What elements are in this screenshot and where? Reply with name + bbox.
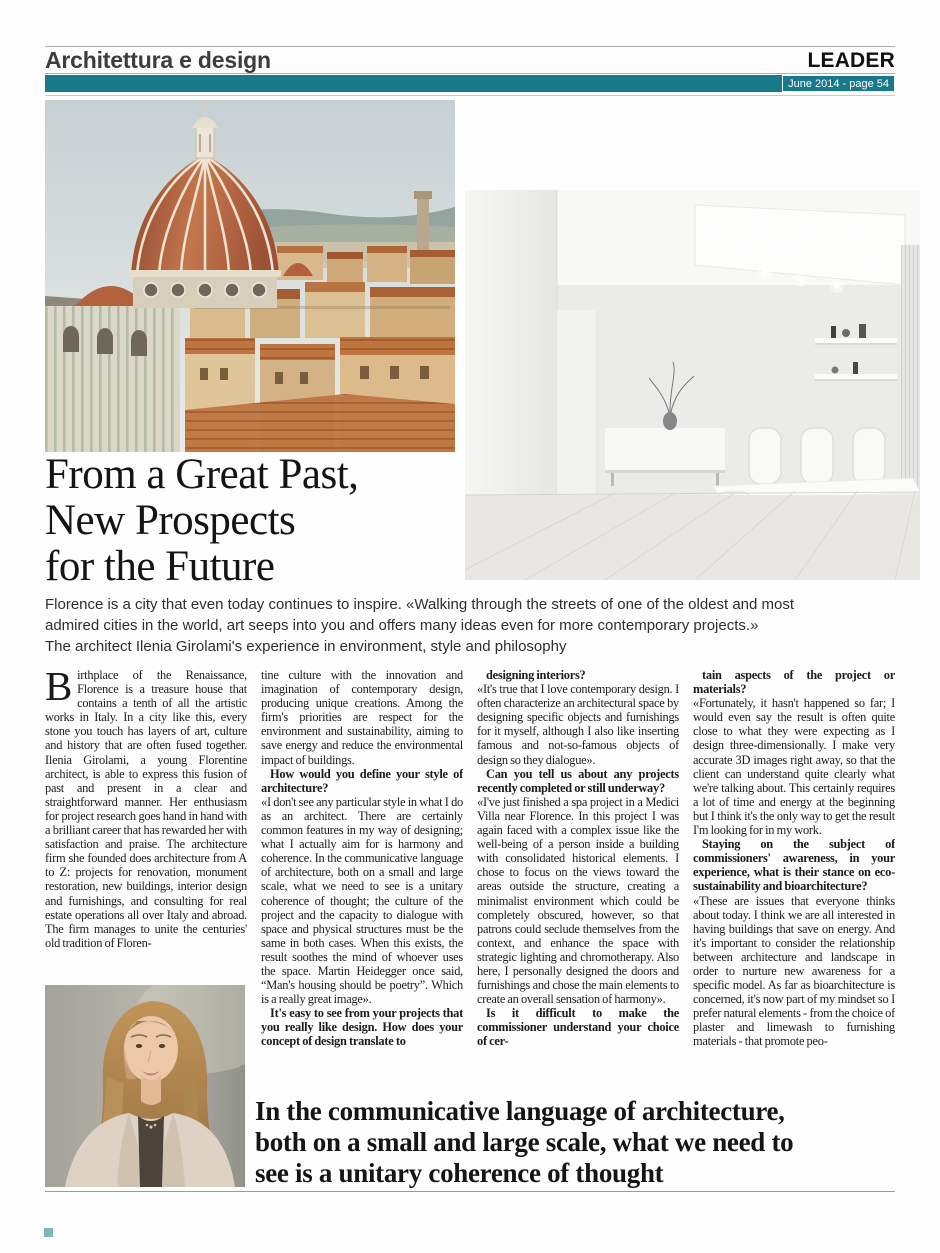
pull-quote-line-3: see is a unitary coherence of thought xyxy=(255,1158,664,1188)
body-column-1 xyxy=(45,668,247,974)
lead-paragraph xyxy=(45,668,247,950)
footer-rule xyxy=(45,1191,895,1192)
issue-bar xyxy=(45,75,895,92)
interior-design-photo xyxy=(465,190,920,580)
portrait-illustration xyxy=(45,985,245,1187)
paragraph: «Fortunately, it hasn't happened so far; I would even say the result is often quite close to what they were expecting as I design three-dimensionally. I make very accurate 3D images right away, so that the client can understand quite clearly what we're talking about. This certainly requires a lot of time and energy at the beginning but I think it's the only way to get the result I'm looking for in my work. xyxy=(693,696,895,838)
standfirst-line-3: The architect Ilenia Girolami's experience in environment, style and philosophy xyxy=(45,638,567,655)
architect-portrait-photo xyxy=(45,985,245,1187)
body-column-2 xyxy=(261,668,463,1092)
interview-question: How would you define your style of architecture? xyxy=(261,766,463,795)
interview-question: tain aspects of the project or materials? xyxy=(693,668,895,697)
lead-text: irthplace of the Renaissance, Florence is a treasure house that contains a tenth of all the artistic works in Italy. In a city like this, every stone you touch has layers of art, culture and history that are often fused together. Ilenia Girolami, a young Florentine architect, is able to express this fusion of past and present in a clear and straightforward manner. Her enthusiasm for project research goes hand in hand with a brilliant career that has rewarded her with satisfaction and praise. The architecture firm she founded does architecture from A to Z: projects for renovation, monument restoration, new buildings, interior design and furnishings, and consulting for real estate operations all over Italy and abroad. The firm manages to unite the centuries' old tradition of Floren- xyxy=(45,668,247,950)
headline-line-3: for the Future xyxy=(45,543,275,590)
footer-teal-mark xyxy=(44,1228,53,1237)
standfirst xyxy=(45,594,895,657)
issue-date-page: June 2014 - page 54 xyxy=(782,75,895,92)
paragraph: tine culture with the innovation and imagination of contemporary design, producing unique creations. Among the firm's priorities are respect for the environment and sustainability, aiming to save energy and reduce the environmental impact of buildings. xyxy=(261,668,463,767)
masthead-logo: LEADER xyxy=(807,49,895,72)
pull-quote-line-2: both on a small and large scale, what we need to xyxy=(255,1127,794,1157)
drop-cap: B xyxy=(45,668,73,709)
section-title: Architettura e design xyxy=(45,47,271,73)
body-column-3 xyxy=(477,668,679,1092)
interview-question: It's easy to see from your projects that you really like design. How does your concept of design translate to xyxy=(261,1006,463,1049)
paragraph: «I don't see any particular style in what I do as an architect. There are certainly common features in my way of designing; what I actually aim for is harmony and coherence. In the communicative language of architecture, both on a small and large scale, what we need to see is a unitary coherence of thought; the culture of the project and the capacity to dialogue with space and physical structures must be the same in both cases. When this exists, the result soothes the mind of whoever uses the space. Martin Heidegger once said, “Man's housing should be poetry”. Which is a really great image». xyxy=(261,794,463,1007)
pull-quote-line-1: In the communicative language of architecture, xyxy=(255,1096,785,1126)
header-bottom-rule xyxy=(45,95,895,96)
florence-duomo-photo xyxy=(45,100,455,452)
paragraph: «It's true that I love contemporary design. I often characterize an architectural space by designing specific objects and furnishings for it myself, although I also like inserting famous and not-so-famous objects of design so they dialogue». xyxy=(477,682,679,767)
interview-question: designing interiors? xyxy=(486,668,586,682)
interview-question: Can you tell us about any projects recently completed or still underway? xyxy=(477,766,679,795)
headline-line-1: From a Great Past, xyxy=(45,451,359,498)
header-mid-rule xyxy=(45,73,895,74)
interior-illustration xyxy=(465,190,920,580)
body-column-4 xyxy=(693,668,895,1092)
florence-duomo-illustration xyxy=(45,100,455,452)
standfirst-line-2: admired cities in the world, art seeps into you and offers many ideas even for more contemporary projects.» xyxy=(45,617,759,634)
article-headline xyxy=(45,452,475,590)
interview-question: Staying on the subject of commissioners' awareness, in your experience, what is their stance on eco-sustainability and bioarchitecture? xyxy=(693,837,895,894)
interview-question: Is it difficult to make the commissioner understand your choice of cer- xyxy=(477,1006,679,1049)
paragraph: «These are issues that everyone thinks about today. I think we are all interested in having buildings that save on energy. And it's important to consider the relationship between architecture and landscape in order to nurture new awareness for a specific model. As far as bioarchitecture is concerned, it's now part of my mindset so I prefer natural elements - from the choice of plaster and limewash to furnishing materials - that promote peo- xyxy=(693,893,895,1049)
paragraph: «I've just finished a spa project in a Medici Villa near Florence. In this project I was again faced with a complex issue like the well-being of a person inside a building with consolidated historical elements. I chose to focus on the views toward the areas outside the structure, creating a minimalist environment which could be completely obscured, however, so that patrons could seclude themselves from the context, and enhance the space with strategic lighting and chromotherapy. Also here, I personally designed the doors and furnishings and chose the main elements to create an overall sensation of harmony». xyxy=(477,794,679,1007)
standfirst-line-1: Florence is a city that even today continues to inspire. «Walking through the streets of one of the oldest and most xyxy=(45,596,795,613)
pull-quote xyxy=(255,1096,900,1189)
headline-line-2: New Prospects xyxy=(45,497,296,544)
